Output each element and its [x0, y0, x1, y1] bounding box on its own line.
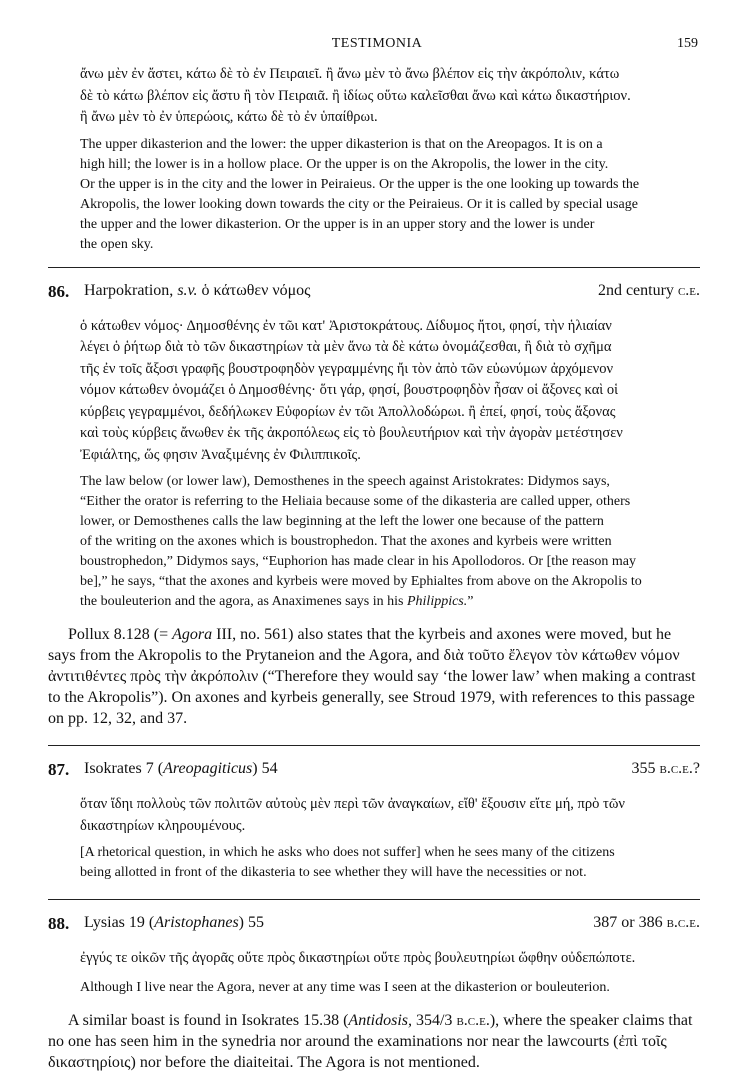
- translation-line: The law below (or lower law), Demosthenes in the speech against Aristokrates: Didymos says,: [80, 474, 610, 489]
- entry-source: [84, 282, 310, 300]
- translation-line: be],” he says, “that the axones and kyrbeis were moved by Ephialtes from above on the Akropolis to: [80, 574, 642, 589]
- translation-line: Although I live near the Agora, never at any time was I seen at the dikasterion or bouleuterion.: [80, 979, 610, 995]
- page-header: [0, 36, 754, 56]
- translation-line: of the writing on the axones which is boustrophedon. That the axones and kyrbeis were written: [80, 534, 612, 549]
- entry-87-translation: [80, 843, 700, 883]
- entry-date: [598, 282, 700, 300]
- entry-number: 86.: [48, 281, 70, 301]
- entry-86-translation: [80, 472, 700, 612]
- commentary-text: (“Therefore they would say ‘the lower law’ when making a contrast to the Akropolis”). On axones and kyrbeis generally, see Stroud 1979, with references to this passage on pp. 12, 32, and 37.: [48, 668, 696, 727]
- entry-86-heading: [48, 282, 700, 306]
- translation-line: “Either the orator is referring to the Heliaia because some of the dikasteria are called upper, others: [80, 494, 631, 509]
- commentary-text: A similar boast is found in Isokrates 15.38 (: [68, 1011, 349, 1029]
- translation-line: [A rhetorical question, in which he asks who does not suffer] when he sees many of the citizens: [80, 845, 615, 860]
- commentary-title: Antidosis,: [348, 1011, 412, 1029]
- date-text: 355: [631, 760, 656, 777]
- greek-line: ἄνω μὲν ἐν ἄστει, κάτω δὲ τὸ ἐν Πειραιεῖ. ἢ ἄνω μὲν τὸ ἄνω βλέπον εἰς τὴν ἀκρόπολιν, κάτω: [80, 66, 620, 82]
- entry-88-translation: [80, 978, 700, 998]
- source-end: ) 55: [238, 914, 264, 931]
- translation-line: high hill; the lower is in a hollow place. Or the upper is on the Akropolis, the lower in the city.: [80, 156, 609, 172]
- translation-text: the bouleuterion and the agora, as Anaximenes says in his: [80, 594, 404, 609]
- source-sv: s.v.: [177, 281, 198, 299]
- entry-88-heading: [48, 914, 700, 938]
- commentary-text: Pollux 8.128 (=: [68, 626, 169, 643]
- commentary-greek: ἐπὶ τοῖς δικαστηρίοις: [48, 1032, 667, 1071]
- section-divider: [48, 899, 700, 900]
- commentary-text: 354/3: [415, 1011, 453, 1029]
- greek-line: καὶ τοὺς κύρβεις ἄνωθεν ἐκ τῆς ἀκροπόλεως εἰς τὸ βουλευτήριον καὶ τὴν ἀγορὰν μετέστησεν: [80, 425, 623, 441]
- greek-line: λέγει ὁ ῥήτωρ διὰ τὸ τῶν δικαστηρίων τὰ μὲν ἄνω τὰ δὲ κάτω ὀνομάζεσθαι, ἢ διὰ τὸ σχῆμα: [80, 339, 612, 355]
- date-text: 2nd century: [597, 281, 674, 299]
- continued-translation: [80, 135, 700, 255]
- translation-line: Or the upper is in the city and the lower in Peiraieus. Or the upper is the one looking up towards the: [80, 176, 640, 192]
- entry-source: [84, 914, 264, 932]
- section-divider: [48, 267, 700, 268]
- entry-87-greek: [80, 794, 700, 837]
- greek-line: ἢ ἄνω μὲν τὸ ἐν ὑπερώοις, κάτω δὲ τὸ ἐν ὑπαίθρωι.: [80, 109, 378, 125]
- date-era: b.c.e.: [666, 914, 700, 931]
- greek-line: ὁ κάτωθεν νόμος· Δημοσθένης ἐν τῶι κατ' Ἀριστοκράτους. Δίδυμος ἤτοι, φησί, τὴν ἡλιαίαν: [80, 317, 612, 334]
- translation-line: lower, or Demosthenes calls the law beginning at the left the lower one because of the pattern: [80, 514, 604, 529]
- commentary-text: ) nor before the diaiteitai. The Agora is not mentioned.: [130, 1053, 480, 1071]
- running-title: TESTIMONIA: [331, 36, 423, 51]
- source-author: Lysias 19 (: [84, 914, 155, 931]
- greek-line: δὲ τὸ κάτω βλέπον εἰς ἄστυ ἢ τὸν Πειραιᾶ. ἢ ἰδίως οὕτω καλεῖσθαι ἄνω καὶ κάτω δικαστήριον.: [80, 87, 631, 104]
- translation-end: ”: [467, 594, 474, 609]
- continued-greek: [80, 64, 700, 129]
- date-text: 387 or 386: [593, 914, 663, 931]
- commentary-era: b.c.e.: [456, 1011, 490, 1029]
- entry-88-greek: [80, 948, 700, 970]
- commentary-greek: διὰ τοῦτο ἔλεγον τὸν κάτωθεν νόμον ἀντιτιθέντες πρὸς τὴν ἀκρόπολιν: [48, 647, 680, 685]
- section-divider: [48, 745, 700, 746]
- translation-line: The upper dikasterion and the lower: the upper dikasterion is that on the Areopagos. It is on a: [80, 136, 603, 152]
- entry-source: [84, 760, 278, 778]
- entry-number: 88.: [48, 914, 70, 933]
- page-content: [48, 64, 700, 1073]
- date-era: c.e.: [677, 281, 700, 299]
- entry-number: 87.: [48, 760, 70, 779]
- translation-line: being allotted in front of the dikasteria to see whether they will have the necessities or not.: [80, 865, 587, 880]
- greek-line: ὅταν ἴδηι πολλοὺς τῶν πολιτῶν αὐτοὺς μὲν περὶ τῶν ἀναγκαίων, εἴθ' ἕξουσιν εἴτε μή, πρὸ τῶν: [80, 796, 625, 812]
- translation-title: Philippics.: [406, 594, 468, 609]
- source-author: Isokrates 7 (: [84, 760, 164, 777]
- date-era: b.c.e.?: [659, 760, 700, 777]
- entry-date: [593, 914, 700, 932]
- source-author: Harpokration,: [84, 281, 174, 299]
- translation-line: boustrophedon,” Didymos says, “Euphorion has made clear in his Apollodoros. Or [the reason may: [80, 554, 637, 569]
- greek-line: τῆς ἐν τοῖς ἄξοσι γραφῆς βουστροφηδὸν γεγραμμένης ἤι τὸν ἀπὸ τῶν εὐωνύμων ἀρχόμενον: [80, 360, 614, 377]
- source-end: ) 54: [252, 760, 278, 777]
- source-lemma: ὁ κάτωθεν νόμος: [201, 281, 311, 299]
- source-title: Areopagiticus: [163, 760, 253, 777]
- translation-line: the upper and the lower dikasterion. Or the upper is in an upper story and the lower is under: [80, 216, 595, 232]
- entry-date: [632, 760, 701, 778]
- translation-line: Akropolis, the lower looking down towards the city or the Peiraieus. Or it is called by special usage: [80, 196, 638, 212]
- entry-88-commentary: [48, 1010, 700, 1073]
- entry-86-greek: [80, 316, 700, 467]
- greek-line: Ἐφιάλτης, ὥς φησιν Ἀναξιμένης ἐν Φιλιππικοῖς.: [80, 446, 361, 463]
- page-number: 159: [677, 36, 698, 51]
- commentary-title: Agora: [172, 626, 213, 643]
- commentary-text: III, no. 561) also states that the kyrbeis and axones were moved, but he says from the Akropolis to the Prytaneion and the Agora, and: [48, 626, 672, 664]
- commentary-text: ), where the speaker claims that no one has seen him in the synedria nor around the examinations nor near the lawcourts (: [48, 1011, 693, 1050]
- source-title: Aristophanes: [154, 914, 239, 931]
- greek-line: νόμον κάτωθεν ὀνομάζει ὁ Δημοσθένης· ὅτι γάρ, φησί, βουστροφηδὸν ἦσαν οἱ ἄξονες καὶ οἱ: [80, 382, 618, 398]
- translation-line: the open sky.: [80, 236, 154, 252]
- entry-87-heading: [48, 760, 700, 784]
- entry-86-commentary: [48, 624, 700, 729]
- translation-line: [80, 592, 700, 612]
- greek-line: δικαστηρίων κληρουμένους.: [80, 817, 246, 834]
- greek-line: κύρβεις γεγραμμένοι, δεδήλωκεν Εὐφορίων ἐν τῶι Ἀπολλοδώρωι. ἢ ἐπεί, φησί, τοὺς ἄξονας: [80, 403, 616, 420]
- greek-line: ἐγγύς τε οἰκῶν τῆς ἀγορᾶς οὔτε πρὸς δικαστηρίωι οὔτε πρὸς βουλευτηρίωι ὤφθην οὐδεπώποτε.: [80, 950, 636, 966]
